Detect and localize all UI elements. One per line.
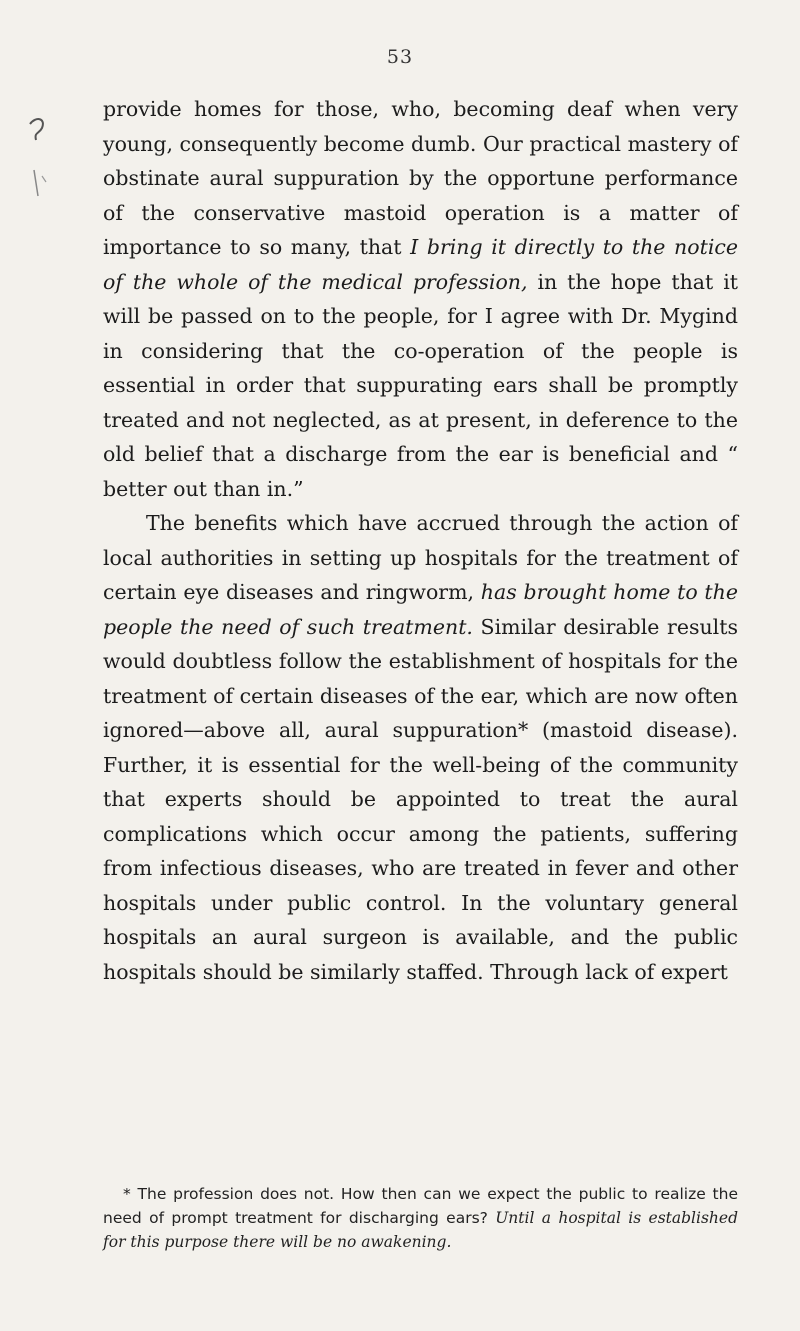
paragraph-1-text-b: in the hope that it will be passed on to the people, for I agree with Dr. Mygind in considering that the co-operation of the people is essential in order that suppurating ears shall be promptly treated and not neglected, as at present, in deference to the old belief that a discharge from the ear is beneficial and “ better out than in.”	[103, 269, 738, 501]
footnote-marker: *	[123, 1185, 131, 1203]
body-text	[103, 92, 738, 989]
footnote	[103, 1182, 738, 1254]
paragraph-2-text-a: The benefits which have accrued through the action of local authorities in setting up hospitals for the treatment of certain eye diseases and ringworm,	[103, 511, 738, 604]
paragraph-1-text-a: provide homes for those, who, becoming deaf when very young, consequently become dumb. Our practical mastery of obstinate aural suppuration by the opportune performance of the conservative mastoid operation is a matter of importance to so many, that	[103, 97, 738, 259]
footnote-italic-text: Until a hospital is established for this purpose there will be no awakening.	[103, 1209, 738, 1251]
footnote-text: The profession does not. How then can we expect the public to realize the need of prompt treatment for discharging ears?	[103, 1185, 738, 1227]
paragraph-2-text-b: Similar desirable results would doubtless follow the establishment of hospitals for the treatment of certain diseases of the ear, which are now often ignored—above all, aural suppuration* (mastoid disease). Further, it is essential for the well-being of the community that experts should be appointed to treat the aural complications which occur among the patients, suffering from infectious diseases, who are treated in fever and other hospitals under public control. In the voluntary general hospitals an aural surgeon is available, and the public hospitals should be similarly staffed. Through lack of expert	[103, 614, 738, 984]
paragraph-1	[103, 92, 738, 506]
margin-annotation-mark	[22, 110, 62, 200]
page-number: 53	[386, 46, 414, 68]
paragraph-2	[103, 506, 738, 989]
paragraph-2-italic: has brought home to the people the need of such treatment.	[103, 580, 738, 639]
paragraph-1-italic: I bring it directly to the notice of the whole of the medical profession,	[103, 235, 738, 294]
